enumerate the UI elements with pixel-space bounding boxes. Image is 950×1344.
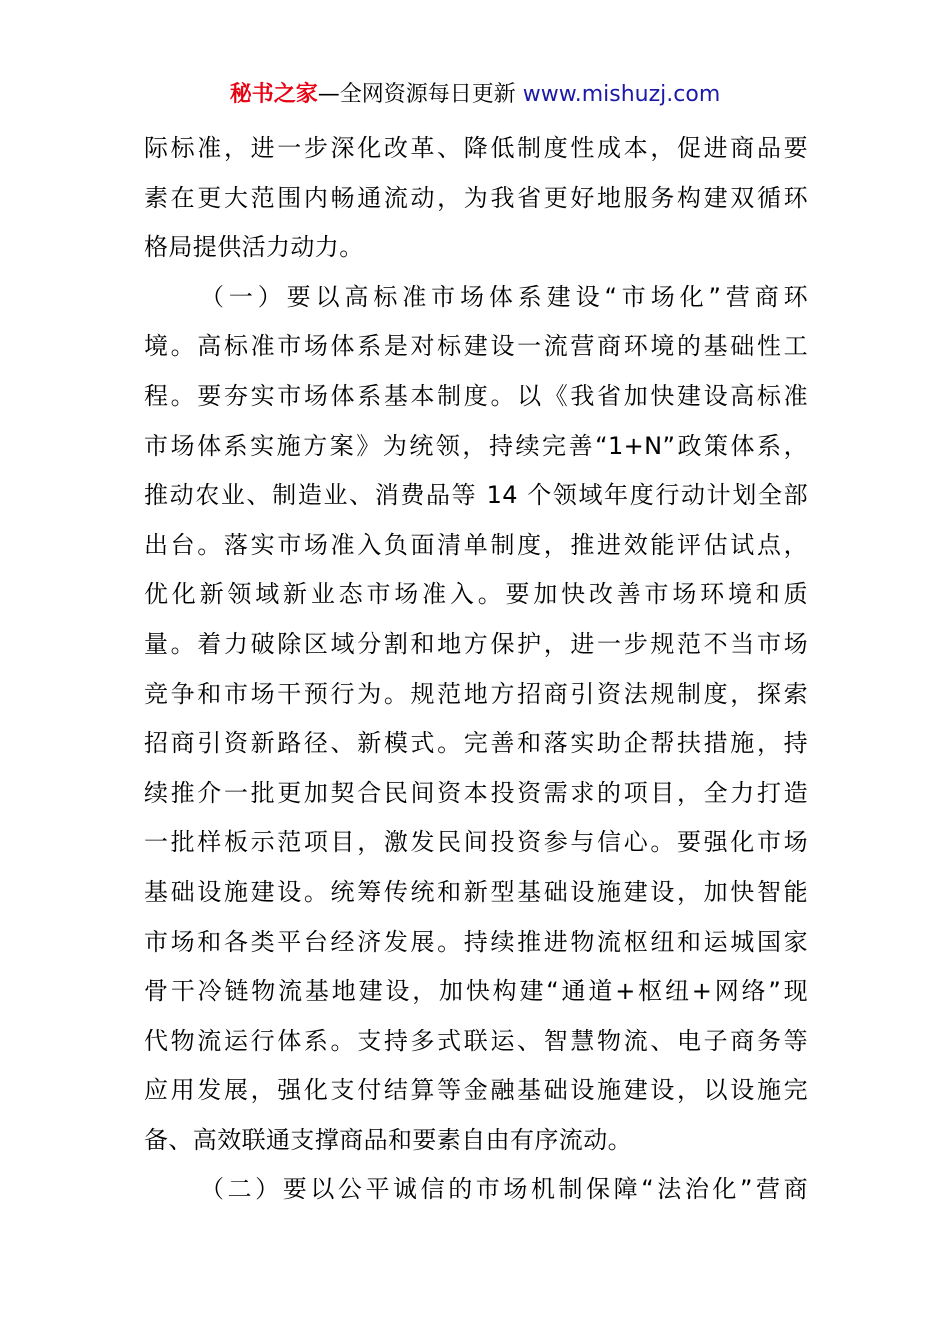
text-line: 竞争和市场干预行为。规范地方招商引资法规制度，探索 xyxy=(144,679,808,708)
text-line: 出台。落实市场准入负面清单制度，推进效能评估试点， xyxy=(144,530,808,559)
text-line: 续推介一批更加契合民间资本投资需求的项目，全力打造 xyxy=(144,778,808,807)
text-line: 境。高标准市场体系是对标建设一流营商环境的基础性工 xyxy=(144,332,808,361)
text-line: 备、高效联通支撑商品和要素自由有序流动。 xyxy=(144,1125,632,1154)
site-tagline: —全网资源每日更新 xyxy=(317,82,516,107)
site-brand: 秘书之家 xyxy=(229,82,318,107)
site-header xyxy=(0,80,950,110)
document-body xyxy=(144,124,808,1215)
text-line: 量。着力破除区域分割和地方保护，进一步规范不当市场 xyxy=(144,629,808,658)
text-line: 应用发展，强化支付结算等金融基础设施建设，以设施完 xyxy=(144,1076,808,1105)
text-line: 优化新领域新业态市场准入。要加快改善市场环境和质 xyxy=(144,580,808,609)
text-line: 际标准，进一步深化改革、降低制度性成本，促进商品要 xyxy=(144,134,808,162)
text-line: 格局提供活力动力。 xyxy=(144,233,364,262)
text-line: 市场体系实施方案》为统领，持续完善“1+N”政策体系， xyxy=(144,431,808,460)
text-line: 素在更大范围内畅通流动，为我省更好地服务构建双循环 xyxy=(144,183,808,212)
text-line: 一批样板示范项目，激发民间投资参与信心。要强化市场 xyxy=(144,828,808,857)
text-line: （二）要以公平诚信的市场机制保障“法治化”营商 xyxy=(200,1175,808,1204)
text-line: 推动农业、制造业、消费品等 14 个领域年度行动计划全部 xyxy=(144,481,808,510)
text-line: 市场和各类平台经济发展。持续推进物流枢纽和运城国家 xyxy=(144,927,808,956)
text-line: 基础设施建设。统筹传统和新型基础设施建设，加快智能 xyxy=(144,877,808,906)
text-line: （一）要以高标准市场体系建设“市场化”营商环 xyxy=(200,282,808,311)
text-line: 骨干冷链物流基地建设，加快构建“通道+枢纽+网络”现 xyxy=(144,977,808,1006)
text-line: 程。要夯实市场体系基本制度。以《我省加快建设高标准 xyxy=(144,381,808,410)
site-url-link[interactable]: www.mishuzj.com xyxy=(522,82,721,107)
text-line: 代物流运行体系。支持多式联运、智慧物流、电子商务等 xyxy=(144,1026,808,1055)
text-line: 招商引资新路径、新模式。完善和落实助企帮扶措施，持 xyxy=(144,729,808,758)
